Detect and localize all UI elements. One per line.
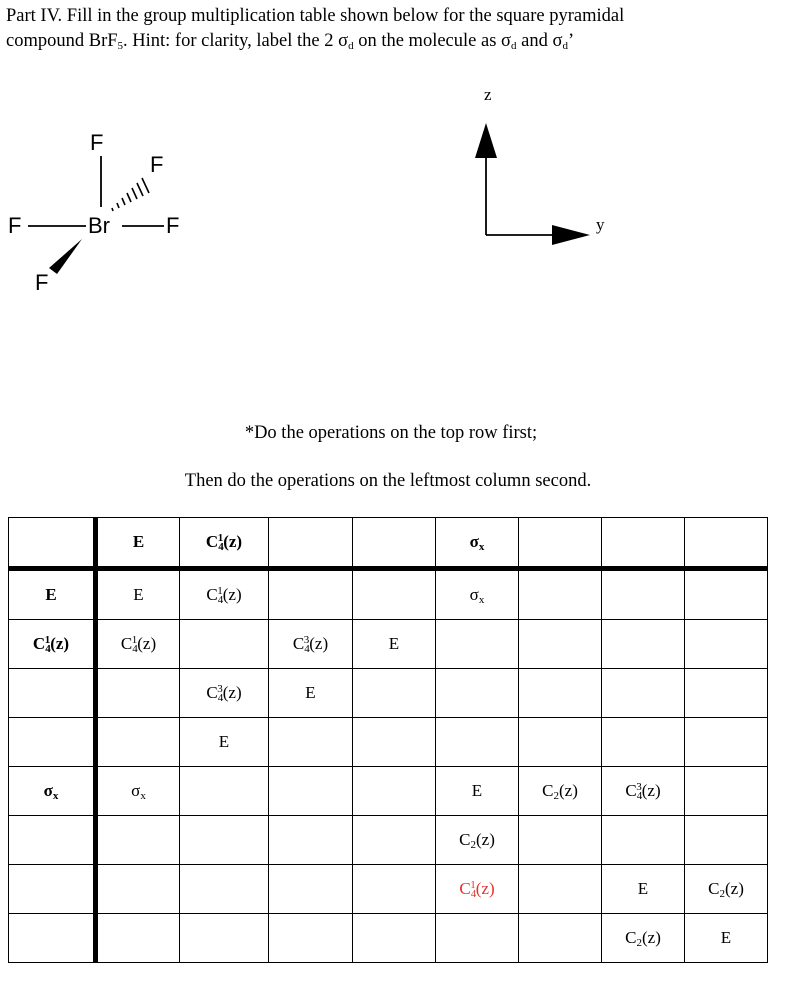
table-cell: $C4^3(z)$	[269, 620, 353, 669]
table-cell: $C4^1(z)$	[436, 865, 519, 914]
table-row-header-cell	[9, 865, 96, 914]
table-row	[9, 569, 768, 620]
table-cell	[96, 816, 180, 865]
table-cell	[269, 865, 353, 914]
bond-front-wedge	[49, 239, 82, 274]
table-cell	[685, 767, 768, 816]
atom-br: Br	[88, 213, 110, 238]
z-axis-arrowhead	[475, 123, 497, 158]
table-cell	[519, 669, 602, 718]
table-cell	[269, 816, 353, 865]
table-cell: $C4^1(z)$	[180, 569, 269, 620]
table-cell	[353, 669, 436, 718]
table-cell	[353, 816, 436, 865]
table-row-header-cell	[9, 669, 96, 718]
table-cell: E	[353, 620, 436, 669]
table-cell	[602, 620, 685, 669]
table-cell	[269, 718, 353, 767]
group-multiplication-table	[8, 517, 768, 963]
table-cell	[269, 767, 353, 816]
atom-f-right: F	[166, 213, 180, 238]
table-row	[9, 914, 768, 963]
table-row-header-cell: σx	[9, 767, 96, 816]
table-cell	[436, 718, 519, 767]
table-cell	[685, 569, 768, 620]
table-cell: $C4^1(z)$	[96, 620, 180, 669]
axis-label-y: y	[596, 215, 605, 234]
table-cell: E	[602, 865, 685, 914]
table-cell	[180, 865, 269, 914]
table-cell	[269, 914, 353, 963]
table-cell	[436, 914, 519, 963]
table-cell	[519, 816, 602, 865]
table-cell	[602, 669, 685, 718]
table-cell	[96, 914, 180, 963]
table-cell	[436, 620, 519, 669]
table-cell	[180, 767, 269, 816]
table-header-cell	[602, 518, 685, 569]
table-row-header-cell: E	[9, 569, 96, 620]
table-cell: E	[96, 569, 180, 620]
table-cell	[519, 620, 602, 669]
table-cell: σx	[96, 767, 180, 816]
table-cell	[180, 816, 269, 865]
brf5-molecule-diagram	[0, 120, 260, 310]
table-header-cell: $C4^1(z)$	[180, 518, 269, 569]
atom-f-back: F	[150, 152, 164, 177]
table-header-cell	[9, 518, 96, 569]
table-cell: σx	[436, 569, 519, 620]
note-line-2: Then do the operations on the leftmost column second.	[184, 471, 592, 491]
atom-f-front: F	[35, 270, 49, 295]
note-line-1: *Do the operations on the top row first;	[244, 423, 538, 443]
table-row	[9, 669, 768, 718]
table-cell	[519, 718, 602, 767]
table-row-header-cell	[9, 718, 96, 767]
table-cell	[353, 718, 436, 767]
table-cell	[96, 865, 180, 914]
table-cell: $C4^3(z)$	[180, 669, 269, 718]
table-header-cell: E	[96, 518, 180, 569]
table-cell	[269, 569, 353, 620]
table-cell	[685, 669, 768, 718]
table-cell	[353, 865, 436, 914]
table-row-header-cell	[9, 816, 96, 865]
table-cell	[96, 669, 180, 718]
y-axis-arrowhead	[552, 225, 590, 245]
table-cell	[685, 620, 768, 669]
table-header-cell	[685, 518, 768, 569]
table-cell	[436, 669, 519, 718]
table-cell	[602, 718, 685, 767]
table-row-header-cell: $C4^1(z)$	[9, 620, 96, 669]
table-cell: C2(z)	[602, 914, 685, 963]
bond-back-hashed	[112, 178, 149, 211]
table-cell: E	[685, 914, 768, 963]
table-row	[9, 718, 768, 767]
instructions-line-2: compound BrF5. Hint: for clarity, label the 2 σd on the molecule as σd and σd’	[6, 31, 575, 52]
table-cell: C2(z)	[436, 816, 519, 865]
table-header-cell	[269, 518, 353, 569]
table-cell: E	[436, 767, 519, 816]
table-cell: $C4^3(z)$	[602, 767, 685, 816]
coordinate-axes	[440, 75, 640, 250]
instructions-line-1: Part IV. Fill in the group multiplication table shown below for the square pyramidal	[6, 6, 625, 26]
table-row	[9, 620, 768, 669]
table-cell	[685, 816, 768, 865]
instructions	[6, 4, 776, 59]
table-row	[9, 865, 768, 914]
table-header-cell: σx	[436, 518, 519, 569]
table-cell	[353, 914, 436, 963]
axis-label-z: z	[484, 85, 492, 104]
table-cell	[96, 718, 180, 767]
table-header-row	[9, 518, 768, 569]
table-header-cell	[353, 518, 436, 569]
atom-f-top: F	[90, 130, 104, 155]
table-cell	[180, 620, 269, 669]
table-cell: C2(z)	[685, 865, 768, 914]
table-cell: C2(z)	[519, 767, 602, 816]
table-row-header-cell	[9, 914, 96, 963]
table-cell	[685, 718, 768, 767]
table-cell	[519, 569, 602, 620]
table-row	[9, 767, 768, 816]
table-cell	[602, 569, 685, 620]
atom-f-left: F	[8, 213, 22, 238]
table-cell	[602, 816, 685, 865]
table-cell	[519, 914, 602, 963]
table-cell	[353, 767, 436, 816]
table-cell: E	[269, 669, 353, 718]
table-header-cell	[519, 518, 602, 569]
table-cell	[519, 865, 602, 914]
table-cell	[180, 914, 269, 963]
table-row	[9, 816, 768, 865]
table-cell	[353, 569, 436, 620]
table-cell: E	[180, 718, 269, 767]
